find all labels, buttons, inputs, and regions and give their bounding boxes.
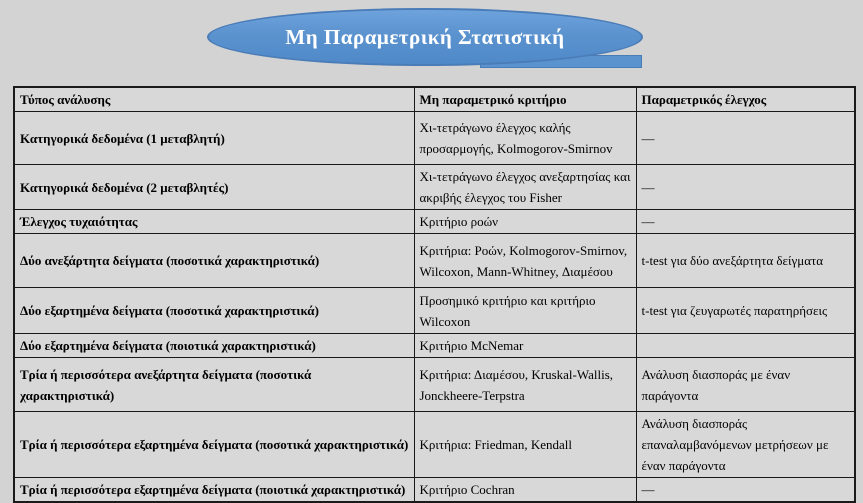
- table-cell: —: [636, 112, 855, 165]
- table-row: [14, 112, 855, 165]
- table-row: [14, 478, 855, 503]
- table-cell: Τρία ή περισσότερα εξαρτημένα δείγματα (ποιοτικά χαρακτηριστικά): [14, 478, 414, 503]
- table-header-row: [14, 87, 855, 112]
- table-row: [14, 334, 855, 358]
- table-cell: Κατηγορικά δεδομένα (2 μεταβλητές): [14, 165, 414, 210]
- table-cell: Κατηγορικά δεδομένα (1 μεταβλητή): [14, 112, 414, 165]
- table-cell: Δύο εξαρτημένα δείγματα (ποσοτικά χαρακτηριστικά): [14, 288, 414, 334]
- table-cell: Ανάλυση διασποράς με έναν παράγοντα: [636, 358, 855, 412]
- table-cell: Ανάλυση διασποράς επαναλαμβανόμενων μετρήσεων με έναν παράγοντα: [636, 412, 855, 478]
- column-header-parametric-test: Παραμετρικός έλεγχος: [636, 87, 855, 112]
- table-cell: Κριτήρια: Friedman, Kendall: [414, 412, 636, 478]
- table-cell: Κριτήριο Cochran: [414, 478, 636, 503]
- table-cell: Κριτήρια: Ροών, Kolmogorov-Smirnov, Wilcoxon, Mann-Whitney, Διαμέσου: [414, 234, 636, 288]
- table-cell: Χι-τετράγωνο έλεγχος καλής προσαρμογής, Kolmogorov-Smirnov: [414, 112, 636, 165]
- table-cell: t-test για δύο ανεξάρτητα δείγματα: [636, 234, 855, 288]
- table-row: [14, 234, 855, 288]
- column-header-analysis-type: Τύπος ανάλυσης: [14, 87, 414, 112]
- table-cell: Τρία ή περισσότερα εξαρτημένα δείγματα (ποσοτικά χαρακτηριστικά): [14, 412, 414, 478]
- table-cell: Δύο εξαρτημένα δείγματα (ποιοτικά χαρακτηριστικά): [14, 334, 414, 358]
- table-cell: Προσημικό κριτήριο και κριτήριο Wilcoxon: [414, 288, 636, 334]
- table-cell: [636, 334, 855, 358]
- table-cell: —: [636, 165, 855, 210]
- table-cell: Δύο ανεξάρτητα δείγματα (ποσοτικά χαρακτηριστικά): [14, 234, 414, 288]
- table-cell: —: [636, 478, 855, 503]
- column-header-nonparametric-criterion: Μη παραμετρικό κριτήριο: [414, 87, 636, 112]
- table-cell: Κριτήριο ροών: [414, 210, 636, 234]
- table-row: [14, 165, 855, 210]
- table-cell: Τρία ή περισσότερα ανεξάρτητα δείγματα (ποσοτικά χαρακτηριστικά): [14, 358, 414, 412]
- table-cell: —: [636, 210, 855, 234]
- statistics-table: [13, 86, 856, 503]
- table-row: [14, 412, 855, 478]
- table-row: [14, 210, 855, 234]
- table-cell: Έλεγχος τυχαιότητας: [14, 210, 414, 234]
- page-title: Μη Παραμετρική Στατιστική: [285, 24, 565, 49]
- table-cell: Κριτήριο McNemar: [414, 334, 636, 358]
- table-cell: Χι-τετράγωνο έλεγχος ανεξαρτησίας και ακριβής έλεγχος του Fisher: [414, 165, 636, 210]
- title-ellipse: [207, 8, 643, 66]
- table-cell: Κριτήρια: Διαμέσου, Kruskal-Wallis, Jonckheere-Terpstra: [414, 358, 636, 412]
- table-row: [14, 358, 855, 412]
- title-callout: [0, 0, 863, 70]
- table-cell: t-test για ζευγαρωτές παρατηρήσεις: [636, 288, 855, 334]
- table-row: [14, 288, 855, 334]
